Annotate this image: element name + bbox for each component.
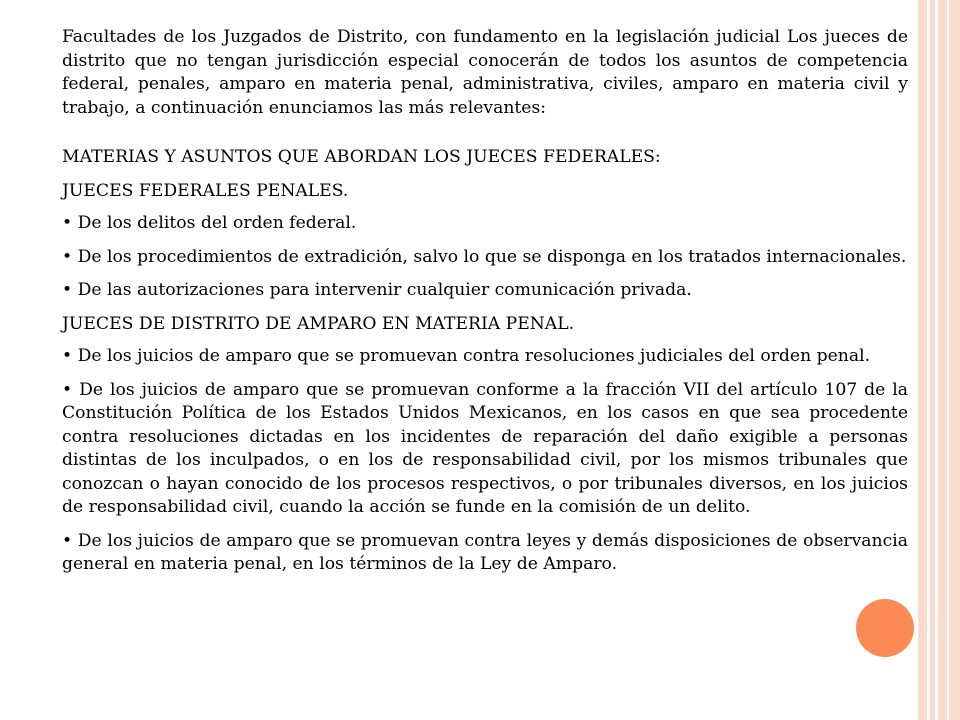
intro-paragraph: Facultades de los Juzgados de Distrito, con fundamento en la legislación judicial Los jueces de distrito que no tengan jurisdicción especial conocerán de todos los asuntos de competencia federal, penales, amparo en materia penal, administrativa, civiles, amparo en materia civil y trabajo, a continuación enunciamos las más relevantes: [62, 27, 908, 118]
accent-circle [856, 599, 914, 657]
list-item: • De los procedimientos de extradición, salvo lo que se disponga en los tratados internacionales. [62, 246, 907, 267]
band-stripe [935, 0, 938, 720]
list-item: • De las autorizaciones para intervenir cualquier comunicación privada. [62, 280, 692, 300]
section-title-penales: JUECES FEDERALES PENALES. [62, 180, 349, 201]
section-title-amparo-penal: JUECES DE DISTRITO DE AMPARO EN MATERIA PENAL. [62, 313, 575, 334]
list-item: • De los juicios de amparo que se promuevan contra resoluciones judiciales del orden penal. [62, 346, 871, 366]
main-heading: MATERIAS Y ASUNTOS QUE ABORDAN LOS JUECES FEDERALES: [62, 147, 661, 167]
list-item: • De los delitos del orden federal. [62, 213, 357, 233]
slide-body [62, 26, 908, 587]
list-item: • De los juicios de amparo que se promuevan contra leyes y demás disposiciones de observancia general en materia penal, en los términos de la Ley de Amparo. [62, 530, 908, 574]
band-stripe [947, 0, 949, 720]
right-decorative-band [918, 0, 960, 720]
list-item: • De los juicios de amparo que se promuevan conforme a la fracción VII del artículo 107 de la Constitución Política de los Estados Unidos Mexicanos, en los casos en que sea procedente contra resoluciones dictadas en los incidentes de reparación del daño exigible a personas distintas de los inculpados, o en los de responsabilidad civil, por los mismos tribunales que conozcan o hayan conocido de los procesos respectivos, o por tribunales diversos, en los juicios de responsabilidad civil, cuando la acción se funde en la comisión de un delito. [62, 379, 908, 517]
band-stripe [927, 0, 930, 720]
